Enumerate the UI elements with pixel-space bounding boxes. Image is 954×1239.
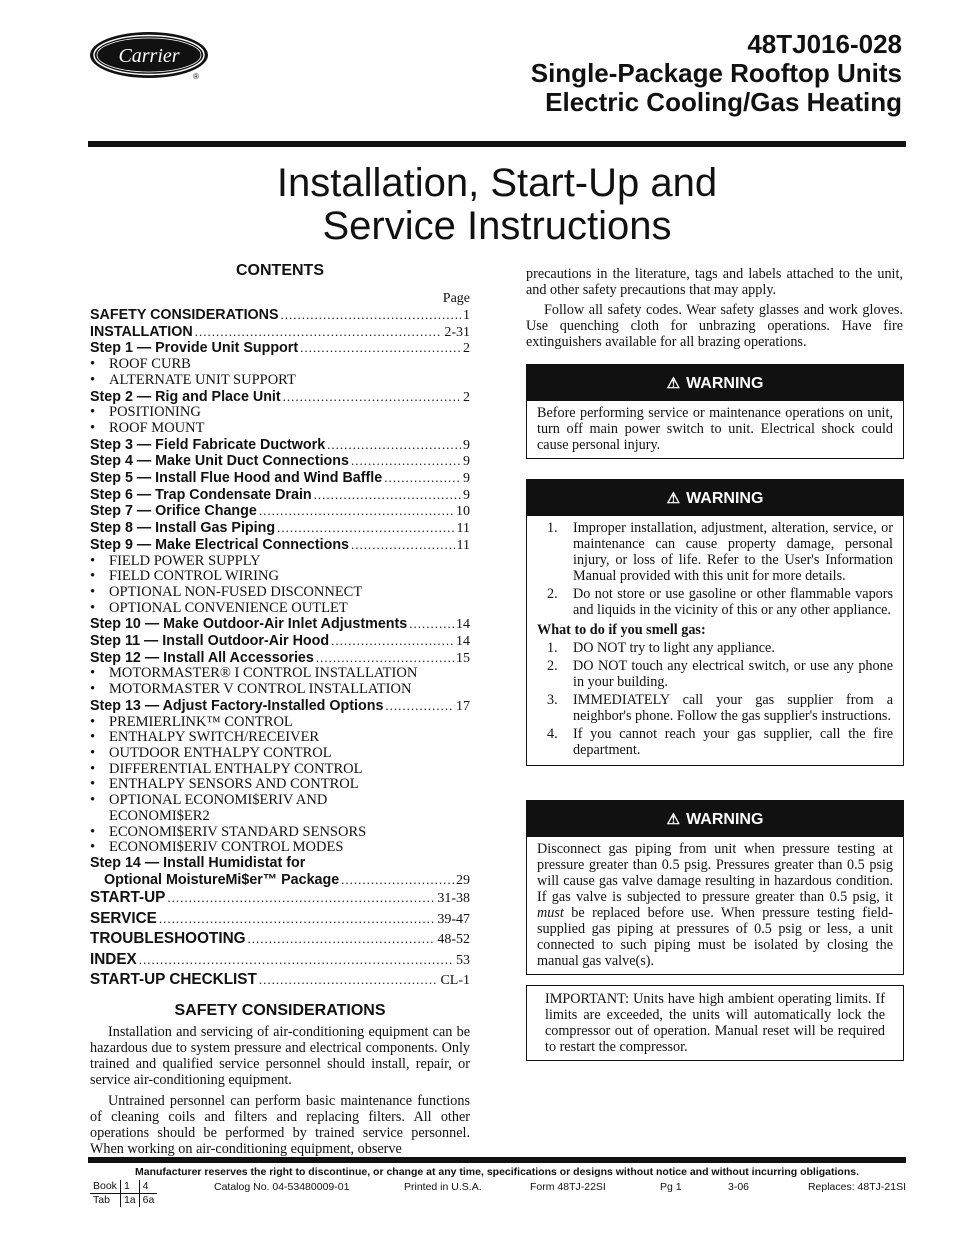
toc-entry[interactable]: TROUBLESHOOTING ..... 48-52 xyxy=(90,929,470,949)
toc-subitem: • ROOF MOUNT xyxy=(90,419,205,436)
safety-paragraph-2: Untrained personnel can perform basic maintenance functions of cleaning coils and filters and replacing filters. All other operations should be performed by trained service personnel. When working on air-conditioning equipment, observe xyxy=(90,1093,470,1158)
toc-entry[interactable]: Step 4 — Make Unit Duct Connections ..... 9 xyxy=(90,453,470,470)
warning-triangle-icon: ⚠ xyxy=(666,811,681,828)
svg-text:Carrier: Carrier xyxy=(118,45,180,67)
header-line-2: Electric Cooling/Gas Heating xyxy=(545,87,902,117)
smell-gas-heading: What to do if you smell gas: xyxy=(537,622,706,638)
top-rule xyxy=(88,141,906,147)
carrier-logo xyxy=(88,30,210,80)
list-item: 1. Improper installation, adjustment, alteration, service, or maintenance can cause property damage, personal injury, or loss of life. Refer to the User's Information Manual provided with this unit for more details. xyxy=(547,520,893,584)
right-paragraph-2: Follow all safety codes. Wear safety glasses and work gloves. Use quenching cloth for unbrazing operations. Have fire extinguishers available for all brazing operations. xyxy=(526,302,903,350)
right-column xyxy=(526,266,903,354)
list-item: 2. Do not store or use gasoline or other flammable vapors and liquids in the vicinity of this or any other appliance. xyxy=(547,586,893,618)
list-item: 1. DO NOT try to light any appliance. xyxy=(547,640,775,656)
toc-subitem: • OPTIONAL ECONOMI$ERIV AND xyxy=(90,792,328,809)
toc-subitem: • ECONOMI$ERIV STANDARD SENSORS xyxy=(90,823,367,840)
toc-entry[interactable]: INDEX ..... 53 xyxy=(90,950,470,970)
toc-subitem: • PREMIERLINK™ CONTROL xyxy=(90,713,293,730)
book-tab-index: Book 1 4 Tab 1a 6a xyxy=(90,1180,157,1207)
toc-subitem: • FIELD CONTROL WIRING xyxy=(90,568,279,585)
printed-in: Printed in U.S.A. xyxy=(404,1181,482,1193)
safety-heading: SAFETY CONSIDERATIONS xyxy=(174,1002,386,1020)
toc-entry[interactable]: SAFETY CONSIDERATIONS ..... 1 xyxy=(90,307,470,324)
toc-entry[interactable]: Step 2 — Rig and Place Unit ..... 2 xyxy=(90,389,470,406)
toc-entry[interactable]: Step 1 — Provide Unit Support ..... 2 xyxy=(90,340,470,357)
toc-subitem: • FIELD POWER SUPPLY xyxy=(90,552,261,569)
toc-entry[interactable]: INSTALLATION ..... 2-31 xyxy=(90,324,470,341)
toc-entry[interactable]: Step 5 — Install Flue Hood and Wind Baffle ..... 9 xyxy=(90,470,470,487)
toc-entry-line1[interactable]: Step 14 — Install Humidistat for xyxy=(90,854,306,871)
toc-subitem: • OUTDOOR ENTHALPY CONTROL xyxy=(90,744,332,761)
footer-info xyxy=(90,1181,906,1195)
toc-entry[interactable]: Step 3 — Field Fabricate Ductwork ..... 9 xyxy=(90,437,470,454)
safety-paragraph-1: Installation and servicing of air-conditioning equipment can be hazardous due to system pressure and electrical components. Only trained and qualified service personnel should install, repair, or service air-conditioning equipment. xyxy=(90,1024,470,1089)
toc-subitem: • OPTIONAL CONVENIENCE OUTLET xyxy=(90,599,348,616)
toc-subitem: • DIFFERENTIAL ENTHALPY CONTROL xyxy=(90,760,363,777)
warning-triangle-icon: ⚠ xyxy=(666,490,681,507)
title-line-1: Installation, Start-Up and xyxy=(276,161,718,205)
issue-date: 3-06 xyxy=(728,1181,750,1193)
list-item: 3. IMMEDIATELY call your gas supplier from a neighbor's phone. Follow the gas supplier's instructions. xyxy=(547,692,893,724)
catalog-number: Catalog No. 04-53480009-01 xyxy=(214,1181,350,1193)
title-line-2: Service Instructions xyxy=(322,204,672,248)
toc-entry[interactable]: START-UP ..... 31-38 xyxy=(90,888,470,908)
page-column-label: Page xyxy=(442,291,470,306)
toc-entry[interactable]: Step 10 — Make Outdoor-Air Inlet Adjustments ..... 14 xyxy=(90,616,470,633)
toc-subitem: • MOTORMASTER V CONTROL INSTALLATION xyxy=(90,681,412,698)
toc-entry[interactable]: START-UP CHECKLIST ..... CL-1 xyxy=(90,970,470,990)
important-box xyxy=(526,985,904,1061)
warning-header: ⚠ WARNING xyxy=(527,480,903,516)
toc-subitem: • ECONOMI$ERIV CONTROL MODES xyxy=(90,839,344,856)
footer-disclaimer: Manufacturer reserves the right to discontinue, or change at any time, specifications or designs without notice and without incurring obligations. xyxy=(134,1166,859,1178)
page-number: Pg 1 xyxy=(660,1181,682,1193)
form-number: Form 48TJ-22SI xyxy=(530,1181,606,1193)
page-title xyxy=(88,162,906,248)
contents-heading: CONTENTS xyxy=(236,262,324,279)
warning-text: Disconnect gas piping from unit when pressure testing at pressure greater than 0.5 psig. Pressures greater than 0.5 psig will cause gas valve damage resulting in hazardous condition. If gas valve is subjected to pressure greater than 0.5 psig, it must be replaced before use. When pressure testing field-supplied gas piping at pressures of 0.5 psig or less, a unit connected to such piping must be isolated by closing the manual gas valve(s). xyxy=(537,841,893,969)
toc-entry[interactable]: Step 13 — Adjust Factory-Installed Options ..... 17 xyxy=(90,698,470,715)
replaces-form: Replaces: 48TJ-21SI xyxy=(807,1181,906,1193)
warning-triangle-icon: ⚠ xyxy=(666,375,681,392)
toc-subitem: • POSITIONING xyxy=(90,404,201,421)
toc-entry[interactable]: Optional MoistureMi$er™ Package ..... 29 xyxy=(90,872,470,889)
warning-box-3 xyxy=(526,800,904,975)
toc-subitem: • ENTHALPY SWITCH/RECEIVER xyxy=(90,729,320,746)
toc-entry[interactable]: Step 9 — Make Electrical Connections ..... 11 xyxy=(90,537,470,554)
toc-subitem: • OPTIONAL NON-FUSED DISCONNECT xyxy=(90,583,363,600)
toc-subitem: • MOTORMASTER® I CONTROL INSTALLATION xyxy=(90,665,418,682)
warning-box-2 xyxy=(526,479,904,766)
warning-box-1 xyxy=(526,364,904,459)
toc-entry[interactable]: Step 8 — Install Gas Piping ..... 11 xyxy=(90,520,470,537)
toc-entry[interactable]: Step 7 — Orifice Change ..... 10 xyxy=(90,503,470,520)
right-paragraph-1: precautions in the literature, tags and labels attached to the unit, and other safety precautions that may apply. xyxy=(526,266,903,298)
toc-subitem-continued: ECONOMI$ER2 xyxy=(109,807,210,824)
document-header xyxy=(531,30,902,117)
toc-entry[interactable]: SERVICE ..... 39-47 xyxy=(90,909,470,929)
toc-subitem: • ENTHALPY SENSORS AND CONTROL xyxy=(90,776,359,793)
toc-entry[interactable]: Step 6 — Trap Condensate Drain ..... 9 xyxy=(90,487,470,504)
warning-header: ⚠ WARNING xyxy=(527,801,903,837)
list-item: 2. DO NOT touch any electrical switch, or use any phone in your building. xyxy=(547,658,893,690)
model-number: 48TJ016-028 xyxy=(747,29,902,59)
important-text: IMPORTANT: Units have high ambient operating limits. If limits are exceeded, the units will automatically lock the compressor out of operation. Manual reset will be required to restart the compressor. xyxy=(545,991,885,1055)
registered-mark: ® xyxy=(193,72,199,81)
left-column xyxy=(90,262,470,1162)
toc-entry[interactable]: Step 12 — Install All Accessories ..... 15 xyxy=(90,650,470,667)
warning-header: ⚠ WARNING xyxy=(527,365,903,401)
warning-text xyxy=(527,516,903,765)
bottom-rule xyxy=(88,1157,906,1163)
toc-entry[interactable]: Step 11 — Install Outdoor-Air Hood ..... 14 xyxy=(90,633,470,650)
header-line-1: Single-Package Rooftop Units xyxy=(530,58,902,88)
list-item: 4. If you cannot reach your gas supplier, call the fire department. xyxy=(547,726,893,758)
toc-subitem: • ALTERNATE UNIT SUPPORT xyxy=(90,371,296,388)
toc-subitem: • ROOF CURB xyxy=(90,356,191,373)
warning-text: Before performing service or maintenance operations on unit, turn off main power switch to unit. Electrical shock could cause personal injury. xyxy=(537,405,893,453)
